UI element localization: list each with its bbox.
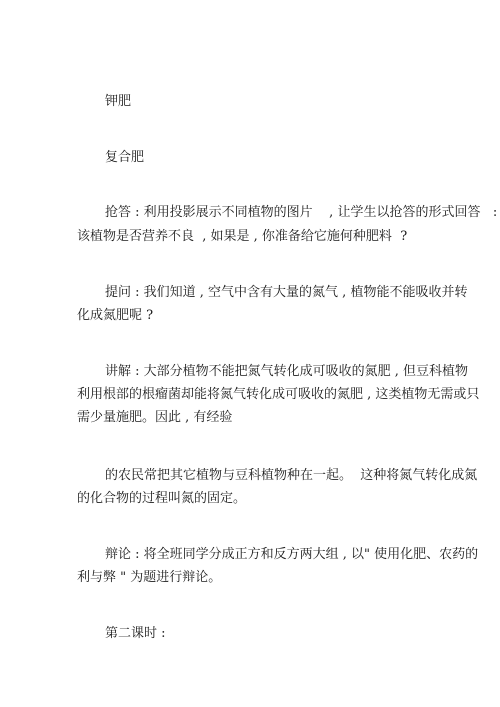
text-explanation-line-2: 利用根部的根瘤菌却能将氮气转化成可吸收的氮肥 , 这类植物无需或只 (77, 387, 480, 402)
text-second-lesson-heading: 第二课时 : (105, 626, 166, 641)
text-potash-fertilizer: 钾肥 (105, 94, 132, 109)
text-question-line-2: 化成氮肥呢 ? (77, 308, 154, 323)
text-explanation-line-4: 的农民常把其它植物与豆科植物种在一起。 这种将氮气转化成氮 (105, 468, 478, 483)
text-compound-fertilizer: 复合肥 (105, 150, 145, 165)
text-debate-line-2: 利与弊 " 为题进行辩论。 (77, 570, 222, 585)
text-explanation-line-1: 讲解 : 大部分植物不能把氮气转化成可吸收的氮肥 , 但豆科植物 (105, 364, 469, 379)
text-question-line-1: 提问 : 我们知道 , 空气中含有大量的氮气 , 植物能不能吸收并转 (105, 285, 468, 300)
text-explanation-line-5: 的化合物的过程叫氮的固定。 (77, 491, 247, 506)
text-explanation-line-3: 需少量施肥。因此 , 有经验 (77, 410, 233, 425)
text-quick-answer-line-1: 抢答 : 利用投影展示不同植物的图片 , 让学生以抢答的形式回答 : (105, 205, 498, 220)
text-quick-answer-line-2: 该植物是否营养不良 , 如果是 , 你准备给它施何种肥料 ? (77, 229, 408, 244)
text-debate-line-1: 辩论 : 将全班同学分成正方和反方两大组 , 以" 使用化肥、农药的 (105, 547, 479, 562)
